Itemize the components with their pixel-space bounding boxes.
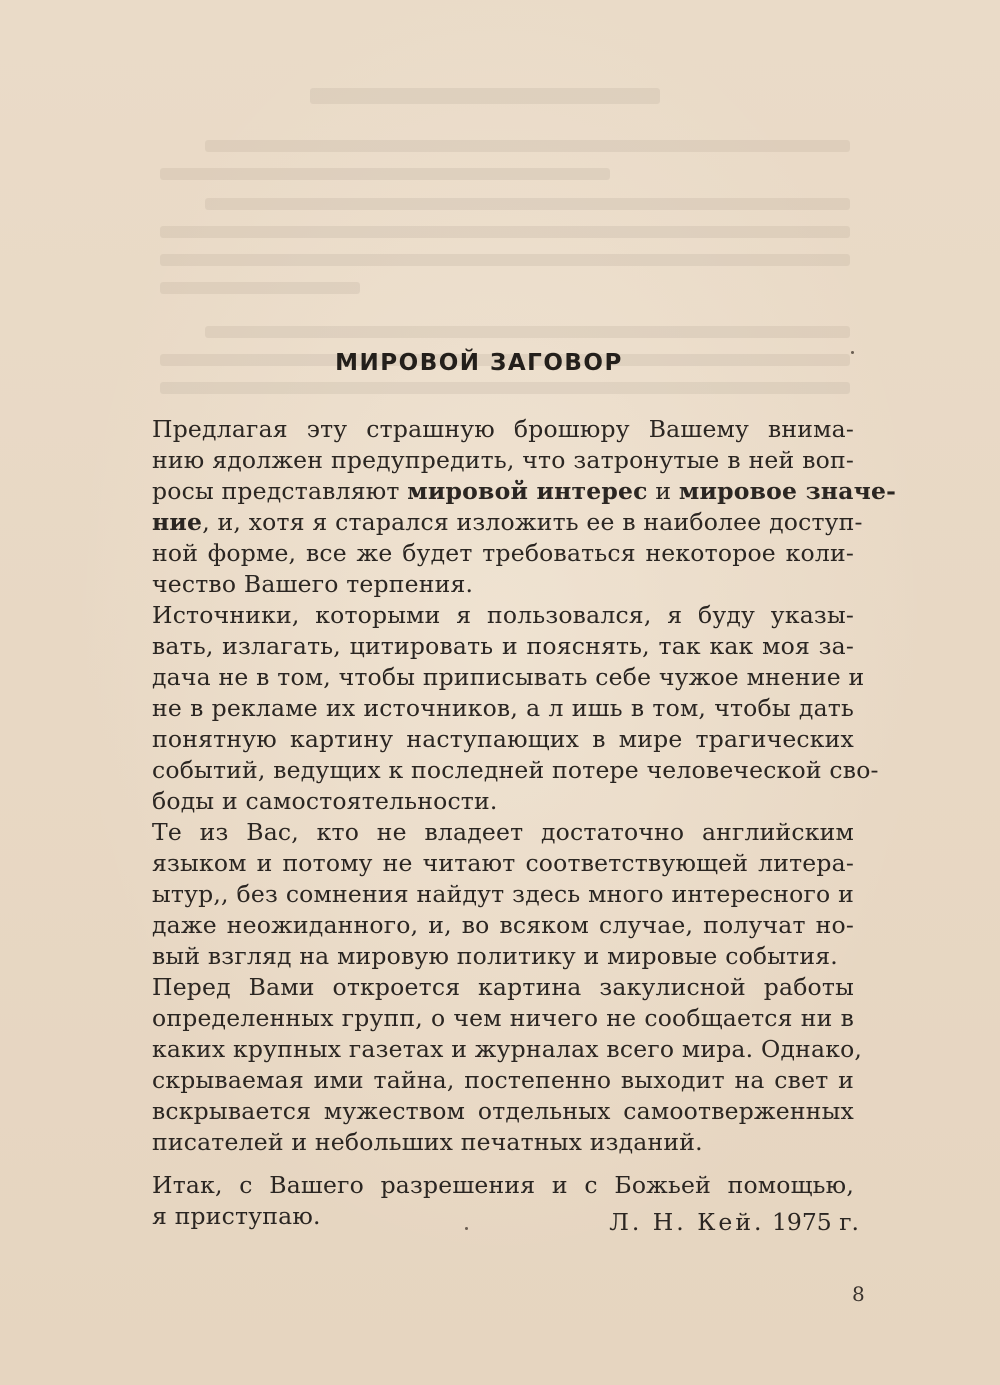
text-line <box>152 879 854 910</box>
text-line <box>152 600 854 631</box>
text-span: чество Вашего терпения. <box>152 570 474 598</box>
text-line <box>152 538 854 569</box>
text-span: определенных групп, о чем ничего не сообщается ни в <box>152 1004 854 1032</box>
text-span: Итак, с Вашего разрешения и с Божьей помощью, <box>152 1171 854 1199</box>
text-span: не в рекламе их источников, а л ишь в том, чтобы дать <box>152 694 854 722</box>
page-title: МИРОВОЙ ЗАГОВОР <box>335 350 623 376</box>
text-span: скрываемая ими тайна, постепенно выходит на свет и <box>152 1066 854 1094</box>
text-line <box>152 476 897 507</box>
text-span: ной форме, все же будет требоваться некоторое коли- <box>152 539 854 567</box>
bold-text-span: мировое значе- <box>678 477 897 505</box>
bold-text-span: мировой интерес <box>407 477 648 505</box>
text-span: дача не в том, чтобы приписывать себе чужое мнение и <box>152 663 865 691</box>
text-span: Те из Вас, кто не владеет достаточно английским <box>152 818 854 846</box>
paper-speck <box>851 351 854 354</box>
text-line <box>152 662 865 693</box>
text-span: росы представляют <box>152 477 408 505</box>
text-span: даже неожиданного, и, во всяком случае, получат но- <box>152 911 854 939</box>
text-line <box>152 1003 854 1034</box>
signature-year: 1975 г. <box>771 1208 859 1236</box>
text-line <box>152 755 879 786</box>
text-line <box>152 1096 854 1127</box>
text-line <box>152 1065 854 1096</box>
text-line <box>152 631 854 662</box>
text-span: я приступаю. <box>152 1202 321 1230</box>
text-span: писателей и небольших печатных изданий. <box>152 1128 703 1156</box>
signature <box>609 1208 859 1236</box>
text-line <box>152 1170 854 1201</box>
text-span: Предлагая эту страшную брошюру Вашему внима- <box>152 415 854 443</box>
text-span: языком и потому не читают соответствующей литера- <box>152 849 854 877</box>
text-line <box>152 693 854 724</box>
text-span: вый взгляд на мировую политику и мировые события. <box>152 942 838 970</box>
paragraph-gap <box>152 1158 854 1170</box>
body-text <box>152 414 897 1232</box>
text-line <box>152 445 854 476</box>
bold-text-span: ние <box>152 508 203 536</box>
text-span: боды и самостоятельности. <box>152 787 498 815</box>
text-span: каких крупных газетах и журналах всего мира. Однако, <box>152 1035 863 1063</box>
text-span: , и, хотя я старался изложить ее в наиболее доступ- <box>202 508 863 536</box>
text-span: вать, излагать, цитировать и пояснять, так как моя за- <box>152 632 854 660</box>
text-line <box>152 817 854 848</box>
text-line <box>152 1127 854 1158</box>
text-span: нию ядолжен предупредить, что затронутые в ней воп- <box>152 446 854 474</box>
paragraph <box>152 600 879 817</box>
paper-speck <box>465 1227 468 1230</box>
text-line <box>152 786 854 817</box>
text-span: Перед Вами откроется картина закулисной работы <box>152 973 854 1001</box>
text-line <box>152 972 854 1003</box>
text-line <box>152 414 854 445</box>
text-span: вскрывается мужеством отдельных самоотверженных <box>152 1097 854 1125</box>
paragraph <box>152 972 863 1158</box>
text-span: событий, ведущих к последней потере человеческой сво- <box>152 756 879 784</box>
text-line <box>152 941 854 972</box>
paragraph <box>152 414 897 600</box>
paragraph <box>152 817 854 972</box>
text-line <box>152 507 863 538</box>
text-span: понятную картину наступающих в мире трагических <box>152 725 854 753</box>
text-span: Источники, которыми я пользовался, я буду указы- <box>152 601 854 629</box>
signature-name: Л. Н. Кей. <box>609 1208 765 1236</box>
page-number: 8 <box>852 1282 865 1306</box>
text-line <box>152 724 854 755</box>
text-line <box>152 1034 863 1065</box>
text-span: ытур,, без сомнения найдут здесь много интересного и <box>152 880 854 908</box>
text-line <box>152 569 854 600</box>
text-line <box>152 848 854 879</box>
text-line <box>152 910 854 941</box>
text-span: и <box>647 477 679 505</box>
